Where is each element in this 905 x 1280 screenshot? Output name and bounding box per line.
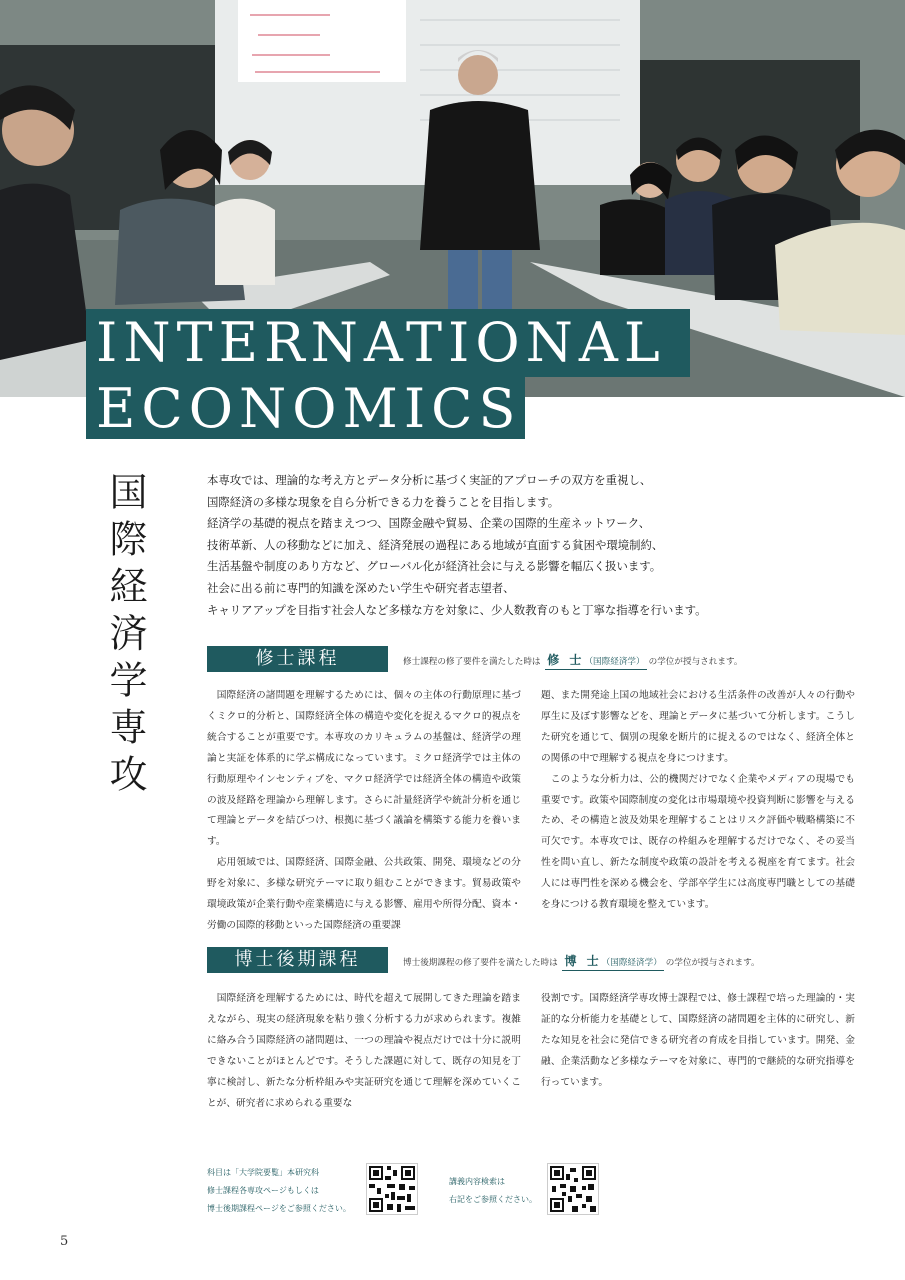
footer-guide-text xyxy=(207,1164,351,1218)
intro-line: 社会に出る前に専門的知識を深めたい学生や研究者志望者、 xyxy=(207,580,515,595)
footer-line: 右記をご参照ください。 xyxy=(449,1195,537,1204)
title-line-2: ECONOMICS xyxy=(86,377,525,439)
qr-code-icon xyxy=(548,1164,598,1214)
doctoral-column-2 xyxy=(541,989,855,1094)
doctoral-degree xyxy=(562,952,663,971)
intro-line: 国際経済の多様な現象を自ら分析できる力を養うことを目指します。 xyxy=(207,494,560,509)
page-number: 5 xyxy=(60,1234,69,1249)
qr-code-guide[interactable] xyxy=(366,1163,418,1215)
paragraph: 役割です。国際経済学専攻博士課程では、修士課程で培った理論的・実証的な分析能力を基礎として、国際経済の諸問題を主体的に研究し、新たな知見を社会に発信できる研究者の育成を目指しています。開発、金融、企業活動など多様なテーマを対象に、専門的で継続的な研究指導を行っています。 xyxy=(541,993,855,1088)
masters-note-prefix: 修士課程の修了要件を満たした時は xyxy=(403,657,541,667)
footer-line: 科目は「大学院要覧」本研究科 xyxy=(207,1168,319,1177)
intro-line: 本専攻では、理論的な考え方とデータ分析に基づく実証的アプローチの双方を重視し、 xyxy=(207,473,652,487)
title-line-1: INTERNATIONAL xyxy=(86,309,690,377)
doctoral-degree-field: （国際経済学） xyxy=(601,958,662,968)
masters-degree-name: 修 士 xyxy=(547,653,585,667)
doctoral-note-suffix: の学位が授与されます。 xyxy=(665,958,760,968)
footer-search-text xyxy=(449,1173,537,1209)
masters-column-2 xyxy=(541,686,855,916)
intro-line: キャリアアップを目指す社会人など多様な方を対象に、少人数教育のもと丁寧な指導を行います。 xyxy=(207,602,707,617)
masters-note-suffix: の学位が授与されます。 xyxy=(648,657,743,667)
intro-text xyxy=(207,470,867,621)
paragraph: 応用領域では、国際経済、国際金融、公共政策、開発、環境などの分野を対象に、多様な研究テーマに取り組むことができます。貿易政策や環境政策が企業行動や産業構造に与える影響、雇用や所得分配、資本・労働の国際的移動といった国際経済の重要課 xyxy=(207,857,521,931)
paragraph: 国際経済の諸問題を理解するためには、個々の主体の行動原理に基づくミクロ的分析と、国際経済全体の構造や変化を捉えるマクロ的視点を統合することが重要です。本専攻のカリキュラムの基盤は、経済学の理論と実証を体系的に学ぶ構成になっています。ミクロ経済学では主体の行動原理やインセンティブを、マクロ経済学では経済全体の構造や政策の波及経路を理論から理解します。さらに計量経済学や統計分析を通じて理論とデータを結びつけ、根拠に基づく議論を構築する能力を養います。 xyxy=(207,690,521,848)
masters-degree-note xyxy=(403,651,742,670)
qr-code-search[interactable] xyxy=(547,1163,599,1215)
doctoral-column-1 xyxy=(207,989,521,1114)
qr-code-icon xyxy=(367,1164,417,1214)
intro-line: 技術革新、人の移動などに加え、経済発展の過程にある地域が直面する貧困や環境制約、 xyxy=(207,537,664,552)
department-title-vertical: 国際経済学専攻 xyxy=(103,472,147,801)
masters-degree-field: （国際経済学） xyxy=(584,657,645,667)
footer-line: 講義内容検索は xyxy=(449,1177,505,1186)
doctoral-label: 博士後期課程 xyxy=(207,947,388,973)
footer-line: 修士課程各専攻ページもしくは xyxy=(207,1186,319,1195)
paragraph: 題、また開発途上国の地域社会における生活条件の改善が人々の行動や厚生に及ぼす影響などを、理論とデータに基づいて分析します。こうした研究を通じて、個別の現象を断片的に捉えるのではなく、経済全体との関係の中で理解する視点を身につけます。 xyxy=(541,690,855,764)
doctoral-note-prefix: 博士後期課程の修了要件を満たした時は xyxy=(403,958,558,968)
masters-column-1 xyxy=(207,686,521,937)
intro-line: 経済学の基礎的視点を踏まえつつ、国際金融や貿易、企業の国際的生産ネットワーク、 xyxy=(207,516,651,531)
paragraph: 国際経済を理解するためには、時代を超えて展開してきた理論を踏まえながら、現実の経済現象を粘り強く分析する力が求められます。複雑に絡み合う国際経済の諸問題は、一つの理論や視点だけでは十分に説明できないことがほとんどです。そうした課題に対して、既存の知見を丁寧に検討し、新たな分析枠組みや実証研究を通じて理解を深めていくことが、研究者に求められる重要な xyxy=(207,993,521,1109)
intro-line: 生活基盤や制度のあり方など、グローバル化が経済社会に与える影響を幅広く扱います。 xyxy=(207,559,662,574)
masters-label: 修士課程 xyxy=(207,646,388,672)
masters-degree xyxy=(545,651,646,670)
doctoral-degree-note xyxy=(403,952,760,971)
paragraph: このような分析力は、公的機関だけでなく企業やメディアの現場でも重要です。政策や国際制度の変化は市場環境や投資判断に影響を与えるため、その構造と波及効果を理解することはリスク評価や戦略構築に不可欠です。本専攻では、既存の枠組みを理解するだけでなく、その妥当性を問い直し、新たな制度や政策の設計を考える視座を育てます。社会人には専門性を深める機会を、学部卒学生には高度専門職としての基礎を身につける教育環境を整えています。 xyxy=(541,773,855,911)
doctoral-degree-name: 博 士 xyxy=(564,954,602,968)
footer-line: 博士後期課程ページをご参照ください。 xyxy=(207,1204,351,1213)
